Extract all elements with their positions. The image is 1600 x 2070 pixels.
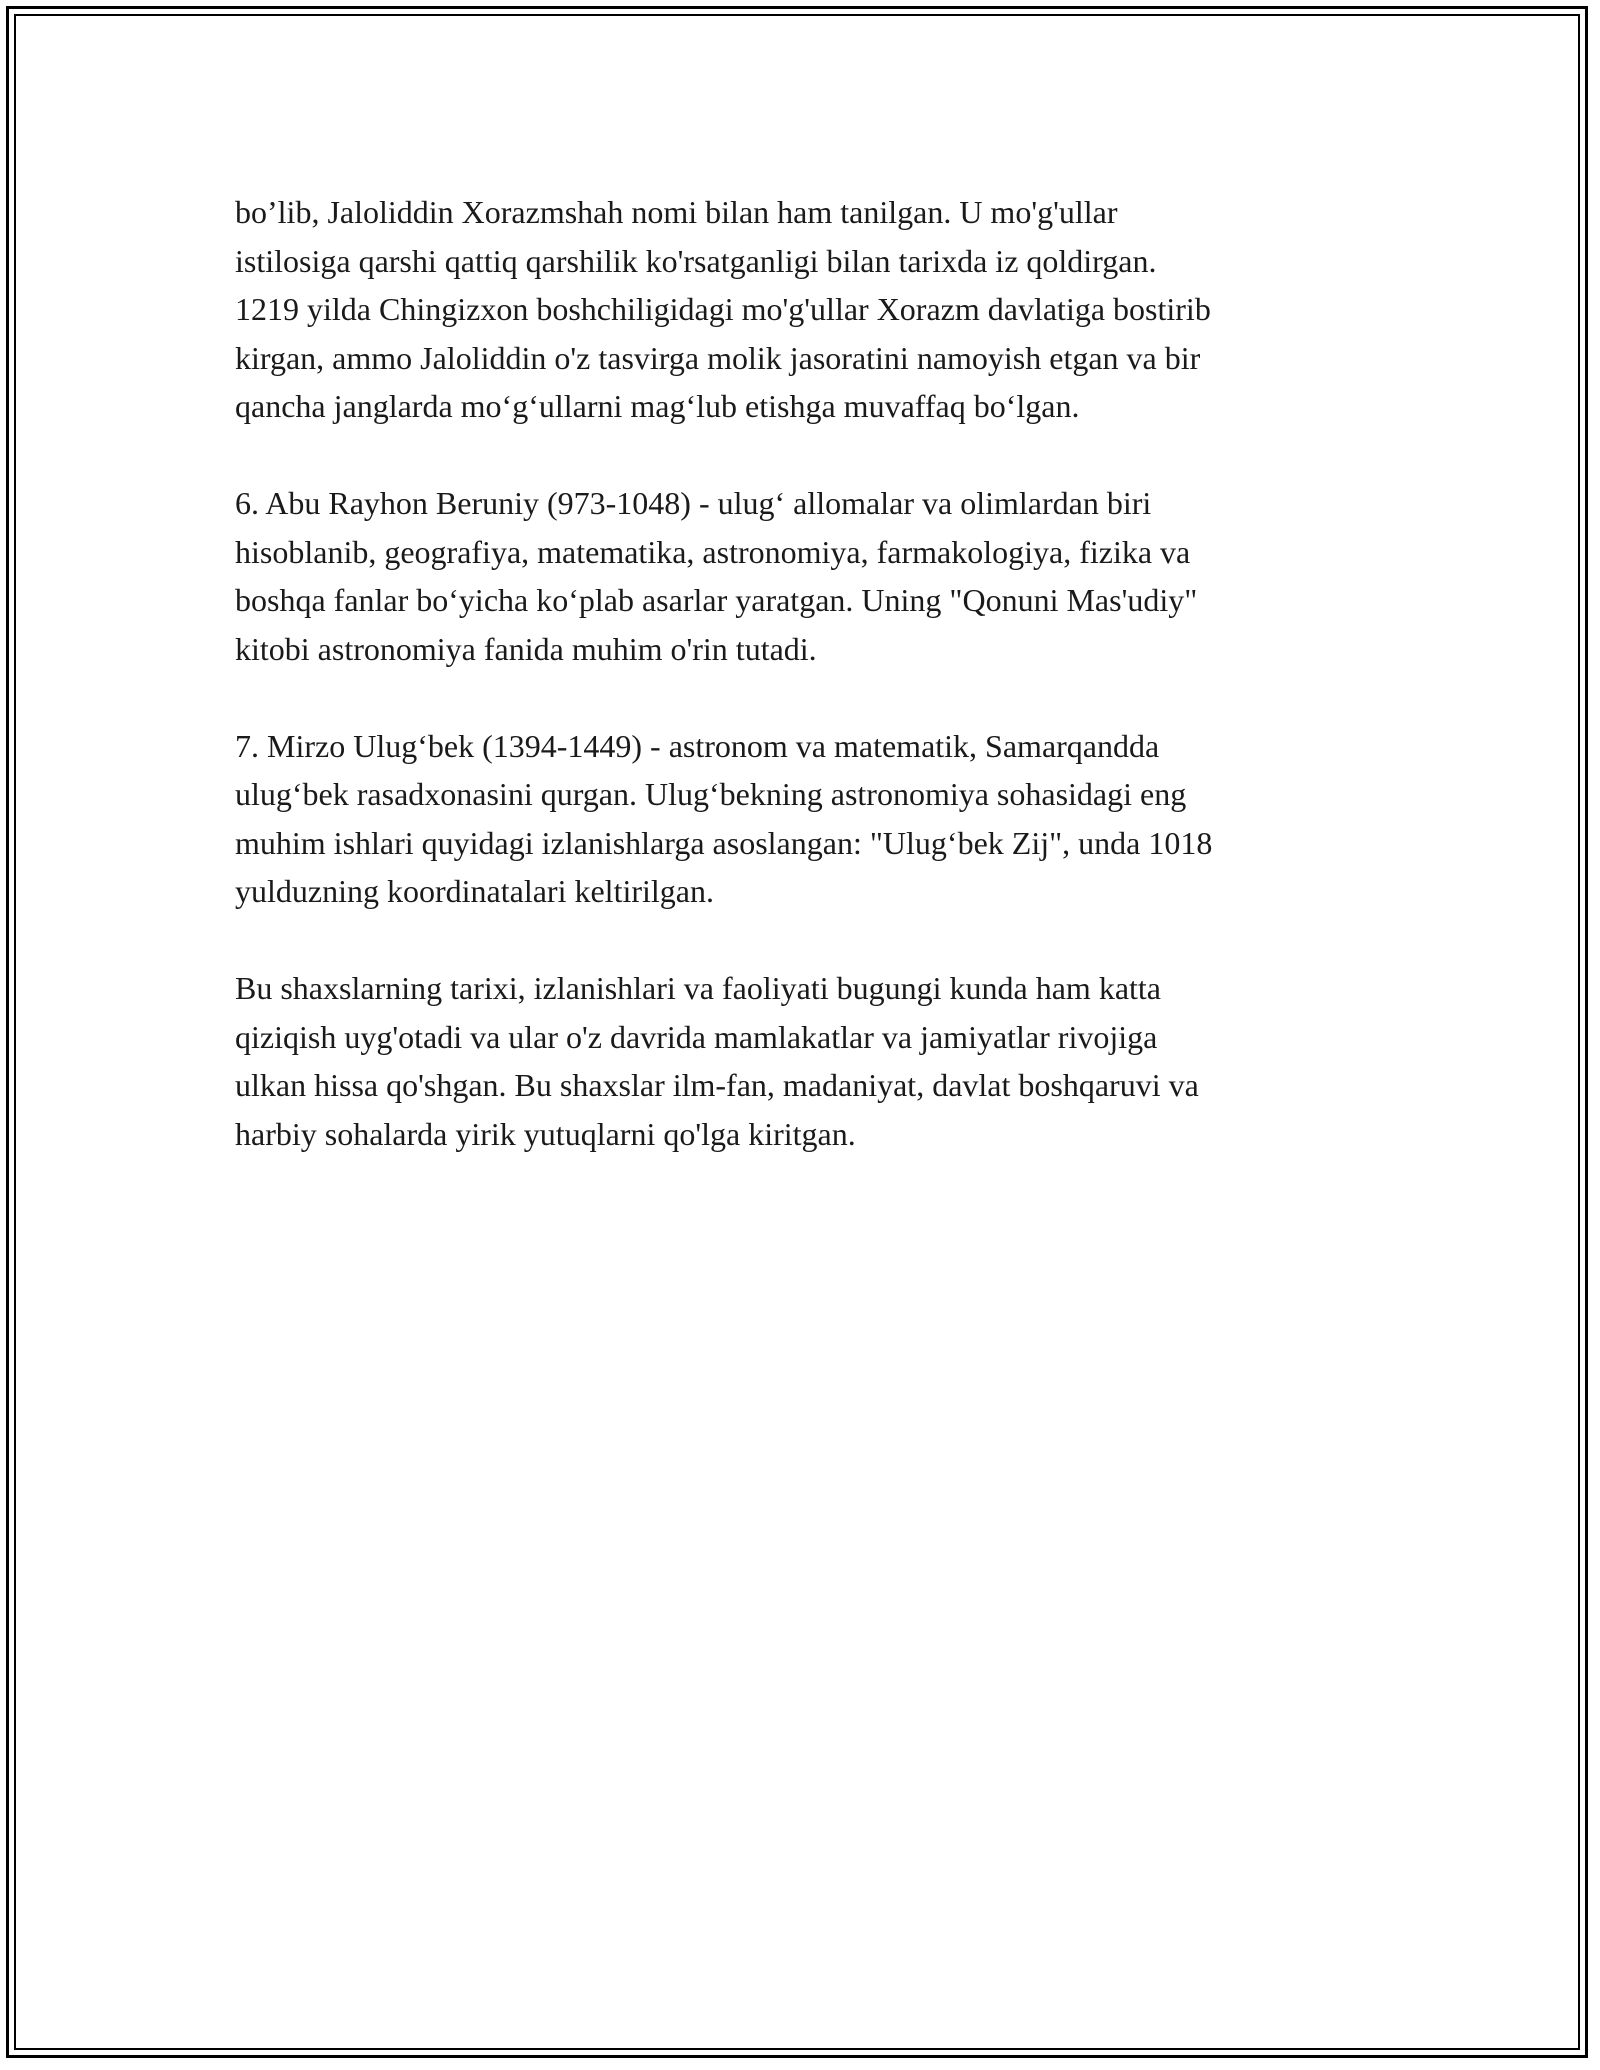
paragraph-ulugbek [235, 722, 1385, 916]
text-line: harbiy sohalarda yirik yutuqlarni qo'lga kiritgan. [235, 1115, 856, 1152]
text-line: kitobi astronomiya fanida muhim o'rin tutadi. [235, 630, 817, 667]
text-line: yulduzning koordinatalari keltirilgan. [235, 873, 714, 909]
text-line: 6. Abu Rayhon Beruniy (973-1048) - ulug‘ allomalar va olimlardan biri [235, 485, 1152, 521]
text-line: muhim ishlari quyidagi izlanishlarga asoslangan: "Ulug‘bek Zij", unda 1018 [235, 824, 1213, 861]
text-line: ulug‘bek rasadxonasini qurgan. Ulug‘bekning astronomiya sohasidagi eng [235, 776, 1187, 812]
document-body [235, 188, 1385, 1207]
text-line: kirgan, ammo Jaloliddin o'z tasvirga molik jasoratini namoyish etgan va bir [235, 339, 1201, 376]
text-line: hisoblanib, geografiya, matematika, astronomiya, farmakologiya, fizika va [235, 533, 1191, 570]
text-line: ulkan hissa qo'shgan. Bu shaxslar ilm-fan, madaniyat, davlat boshqaruvi va [235, 1067, 1199, 1103]
text-line: qiziqish uyg'otadi va ular o'z davrida mamlakatlar va jamiyatlar rivojiga [235, 1018, 1158, 1055]
paragraph-conclusion [235, 964, 1385, 1158]
text-line: bo’lib, Jaloliddin Xorazmshah nomi bilan ham tanilgan. U mo'g'ullar [235, 194, 1118, 230]
paragraph-jaloliddin [235, 188, 1385, 431]
text-line: 1219 yilda Chingizxon boshchiligidagi mo'g'ullar Xorazm davlatiga bostirib [235, 291, 1211, 327]
text-line: Bu shaxslarning tarixi, izlanishlari va faoliyati bugungi kunda ham katta [235, 970, 1161, 1006]
text-line: istilosiga qarshi qattiq qarshilik ko'rsatganligi bilan tarixda iz qoldirgan. [235, 242, 1157, 279]
text-line: boshqa fanlar bo‘yicha ko‘plab asarlar yaratgan. Uning "Qonuni Mas'udiy" [235, 582, 1198, 618]
text-line: qancha janglarda mo‘g‘ullarni mag‘lub etishga muvaffaq bo‘lgan. [235, 388, 1080, 424]
paragraph-beruniy [235, 479, 1385, 673]
text-line: 7. Mirzo Ulug‘bek (1394-1449) - astronom va matematik, Samarqandda [235, 727, 1160, 764]
